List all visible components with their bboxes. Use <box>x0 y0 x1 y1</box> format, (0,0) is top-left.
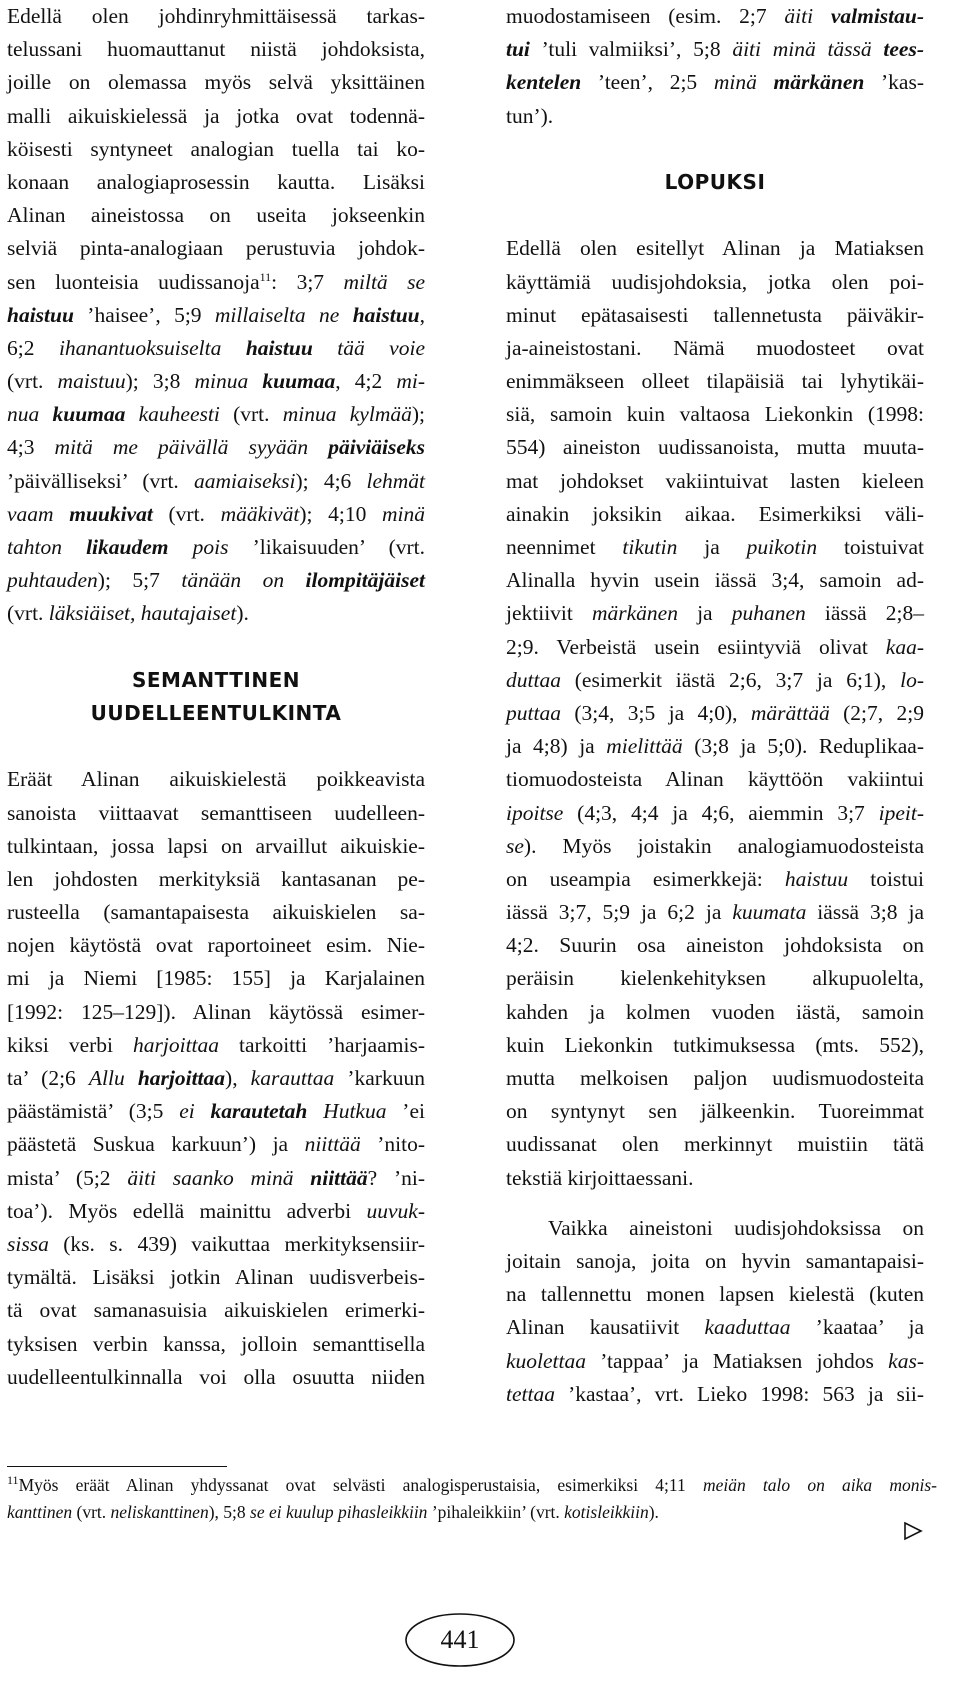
text-line: Alinan aineistossa on useita jokseenkin <box>7 203 425 228</box>
text-line: peräisin kielenkehityksen alkupuolelta, <box>506 966 924 991</box>
text-line: joille on olemassa myös selvä yksittäinen <box>7 70 425 95</box>
text-line: tiomuodosteista Alinan käyttöön vakiintui <box>506 767 924 792</box>
text-line: uudissanat olen merkinnyt muistiin tätä <box>506 1132 924 1157</box>
text-line: Eräät Alinan aikuiskielestä poikkeavista <box>7 767 425 792</box>
section-heading: LOPUKSI <box>664 169 766 194</box>
text-line: siä, samoin kuin valtaosa Liekonkin (1998: <box>506 402 924 427</box>
left-column <box>7 0 425 1394</box>
text-line: rusteella (samantapaisesta aikuiskielen sa- <box>7 900 425 925</box>
text-line: kuin Liekonkin tutkimuksessa (mts. 552), <box>506 1032 924 1057</box>
text-line: 554) aineiston uudissanoista, mutta muuta- <box>506 435 924 460</box>
text-line: mi ja Niemi [1985: 155] ja Karjalainen <box>7 966 425 991</box>
text-line: Edellä olen johdinryhmittäisessä tarkas- <box>7 4 425 28</box>
footnote: $^{11}$Myös eräät Alinan yhdyssanat ovat selvästi analogisperustaisia, esimerkiksi 4;11 meiän talo on aika monis- kanttinen (vrt. neliskanttinen), 5;8 se ei kuulup pihasleikkiin ’pihaleikkiin’ (vrt. kotisleikkiin). <box>7 1473 937 1522</box>
footnote-number: 11 <box>7 1473 19 1488</box>
section-heading: SEMANTTINEN <box>131 667 300 692</box>
text-line: mat johdokset vakiintuivat lasten kieleen <box>506 468 924 493</box>
text-line: konaan analogiaprosessin kautta. Lisäksi <box>7 169 425 194</box>
paragraph-semantic-reinterpretation: Eräät Alinan aikuiskielestä poikkeavista sanoista viittaavat semanttiseen uudelleen- tulkintaan, jossa lapsi on arvaillut aikuiskie- len johdosten merkityksiä kantasanan pe- rusteella (samantapaisesta aikuiskielen sa- nojen käytöstä ovat raportoineet esim. Nie- mi ja Niemi [1985: 155] ja Karjalainen [1992: 125–129]). Alinan käytössä esimer- kiksi verbi harjoittaa tarkoitti ’harjaamis- ta’ (2;6 Allu harjoittaa), karauttaa ’karkuun päästämistä’ (3;5 ei karautetah Hutkua ’ei päästetä Suskua karkuun’) ja niittää ’nito- mista’ (5;2 äiti saanko minä niittää? ’ni- toa’). Myös edellä mainittu adverbi uuvuk- sissa (ks. s. 439) vaikuttaa merkityksensiir- tymältä. Lisäksi jotkin Alinan uudisverbeis- tä ovat samanasuisia aikuiskielen erimerki- tyksisen verbin kanssa, jolloin semanttisella uudelleentulkinnalla voi olla osuutta niiden <box>7 767 425 1389</box>
text-line: köisesti syntyneet analogian tuella tai ko- <box>7 136 425 161</box>
text-line: nojen käytöstä ovat raportoineet esim. Nie- <box>7 933 425 958</box>
right-column <box>506 0 924 1411</box>
text-line: joitain sanoja, joita on hyvin samantapaisi- <box>506 1248 924 1273</box>
text-line: on syntynyt sen jälkeenkin. Tuoreimmat <box>506 1099 924 1124</box>
text-line: na tallennettu monen lapsen kielestä (kuten <box>506 1282 924 1307</box>
page-number: 441 <box>440 1625 480 1654</box>
text-line: Edellä olen esitellyt Alinan ja Matiaksen <box>506 236 924 261</box>
text-line: ainakin joksikin aikaa. Esimerkiksi väli- <box>506 501 924 526</box>
text-line: Alinalla hyvin usein iässä 3;4, samoin ad- <box>506 568 924 593</box>
footnote-reference[interactable]: 11 <box>259 269 272 284</box>
text-line: tulkintaan, jossa lapsi on arvaillut aikuiskie- <box>7 833 425 858</box>
text-line: käyttämiä uudisjohdoksia, jotka olen poi- <box>506 269 924 294</box>
text-line: malli aikuiskielessä ja jotka ovat todennä- <box>7 103 425 128</box>
text-line: [1992: 125–129]). Alinan käytössä esimer- <box>7 999 425 1024</box>
text-line: Vaikka aineistoni uudisjohdoksissa on <box>548 1215 924 1240</box>
text-line: mutta melkoisen paljon uudismuodosteita <box>506 1066 924 1090</box>
footnote-rule <box>7 1466 227 1467</box>
text-line: telussani huomauttanut niistä johdoksista, <box>7 37 425 62</box>
text-line: selviä pinta-analogiaan perustuvia johdok- <box>7 236 425 261</box>
text-line: len johdosten merkityksiä kantasanan pe- <box>7 866 425 891</box>
triangle-right-outline-icon <box>902 1520 924 1542</box>
text-line: sen luonteisia uudissanoja <box>7 269 260 294</box>
text-line: kahden ja kolmen vuoden iästä, samoin <box>506 999 924 1024</box>
text-line: uudelleentulkinnalla voi olla osuutta niiden <box>7 1364 425 1389</box>
paragraph-continuation: muodostamiseen (esim. 2;7 äiti valmistau- tui ’tuli valmiiksi’, 5;8 äiti minä tässä tees- kentelen ’teen’, 2;5 minä märkänen ’kas- tun’). <box>506 4 925 128</box>
text-line: tyksisen verbin kanssa, jolloin semanttisella <box>7 1331 425 1356</box>
section-heading: UUDELLEENTULKINTA <box>90 700 342 725</box>
text-line: tymältä. Lisäksi jotkin Alinan uudisverbeis- <box>7 1265 425 1290</box>
paragraph-comparison: Vaikka aineistoni uudisjohdoksissa on joitain sanoja, joita on hyvin samantapaisi- na tallennettu monen lapsen kielestä (kuten Alinan kausatiivit kaaduttaa ’kaataa’ ja kuolettaa ’tappaa’ ja Matiaksen johdos kas- tettaa ’kastaa’, vrt. Lieko 1998: 563 ja sii- <box>506 1215 924 1406</box>
text-line: ja-aineistostani. Nämä muodosteet ovat <box>506 335 924 360</box>
text-line: tekstiä kirjoittaessani. <box>506 1165 694 1190</box>
text-line: minut epätasaisesti tallennetusta päiväkir- <box>506 302 924 327</box>
paragraph-conclusion: Edellä olen esitellyt Alinan ja Matiaksen käyttämiä uudisjohdoksia, jotka olen poi- minut epätasaisesti tallennetusta päiväkir- ja-aineistostani. Nämä muodosteet ovat enimmäkseen olleet tilapäisiä tai lyhytikäi- siä, samoin kuin valtaosa Liekonkin (1998: 554) aineiston uudissanoista, mutta muuta- mat johdokset vakiintuivat lasten kieleen ainakin joksikin aikaa. Esimerkiksi väli- neennimet tikutin ja puikotin toistuivat Alinalla hyvin usein iässä 3;4, samoin ad- jektiivit märkänen ja puhanen iässä 2;8– 2;9. Verbeistä usein esiintyviä olivat kaa- duttaa (esimerkit iästä 2;6, 3;7 ja 6;1), lo- puttaa (3;4, 3;5 ja 4;0), märättää (2;7, 2;9 ja 4;8) ja mielittää (3;8 ja 5;0). Reduplikaa- tiomuodosteista Alinan käyttöön vakiintui ipoitse (4;3, 4;4 ja 4;6, aiemmin 3;7 ipeit- se). Myös joistakin analogiamuodosteista on useampia esimerkkejä: haistuu toistui iässä 3;7, 5;9 ja 6;2 ja kuumata iässä 3;8 ja 4;2. Suurin osa aineiston johdoksista on peräisin kielenkehityksen alkupuolelta, kahden ja kolmen vuoden iästä, samoin kuin Liekonkin tutkimuksessa (mts. 552), mutta melkoisen paljon uudismuodosteita on syntynyt sen jälkeenkin. Tuoreimmat uudissanat olen merkinnyt muistiin tätä tekstiä kirjoittaessani. <box>506 236 924 1190</box>
text-line: tä ovat samanasuisia aikuiskielen erimerki- <box>7 1298 425 1323</box>
paragraph-analogy: Edellä olen johdinryhmittäisessä tarkas- telussani huomauttanut niistä johdoksista, joille on olemassa myös selvä yksittäinen malli aikuiskielessä ja jotka ovat todennä- köisesti syntyneet analogian tuella tai ko- konaan analogiaprosessin kautta. Lisäksi Alinan aineistossa on useita jokseenkin selviä pinta-analogiaan perustuvia johdok- sen luonteisia uudissanoja$^{11}$: 3;7 miltä se haistuu ’haisee’, 5;9 millaiselta ne haistuu, 6;2 ihanantuoksuiselta haistuu tää voie (vrt. maistuu); 3;8 minua kuumaa, 4;2 mi- nua kuumaa kauheesti (vrt. minua kylmää); 4;3 mitä me päivällä syyään päiviäiseks ’päivälliseksi’ (vrt. aamiaiseksi); 4;6 lehmät vaam muukivat (vrt. määkivät); 4;10 minä tahton likaudem pois ’likaisuuden’ (vrt. puhtauden); 5;7 tänään on ilompitäjäiset (vrt. läksiäiset, hautajaiset). <box>7 4 426 626</box>
text-line: sanoista viittaavat semanttiseen uudelleen- <box>7 800 425 825</box>
page-number-badge <box>404 1612 516 1668</box>
text-line: enimmäkseen olleet tilapäisiä tai lyhytikäi- <box>506 369 924 394</box>
text-line: 4;2. Suurin osa aineiston johdoksista on <box>506 933 924 958</box>
next-page-arrow-icon[interactable] <box>902 1520 924 1542</box>
